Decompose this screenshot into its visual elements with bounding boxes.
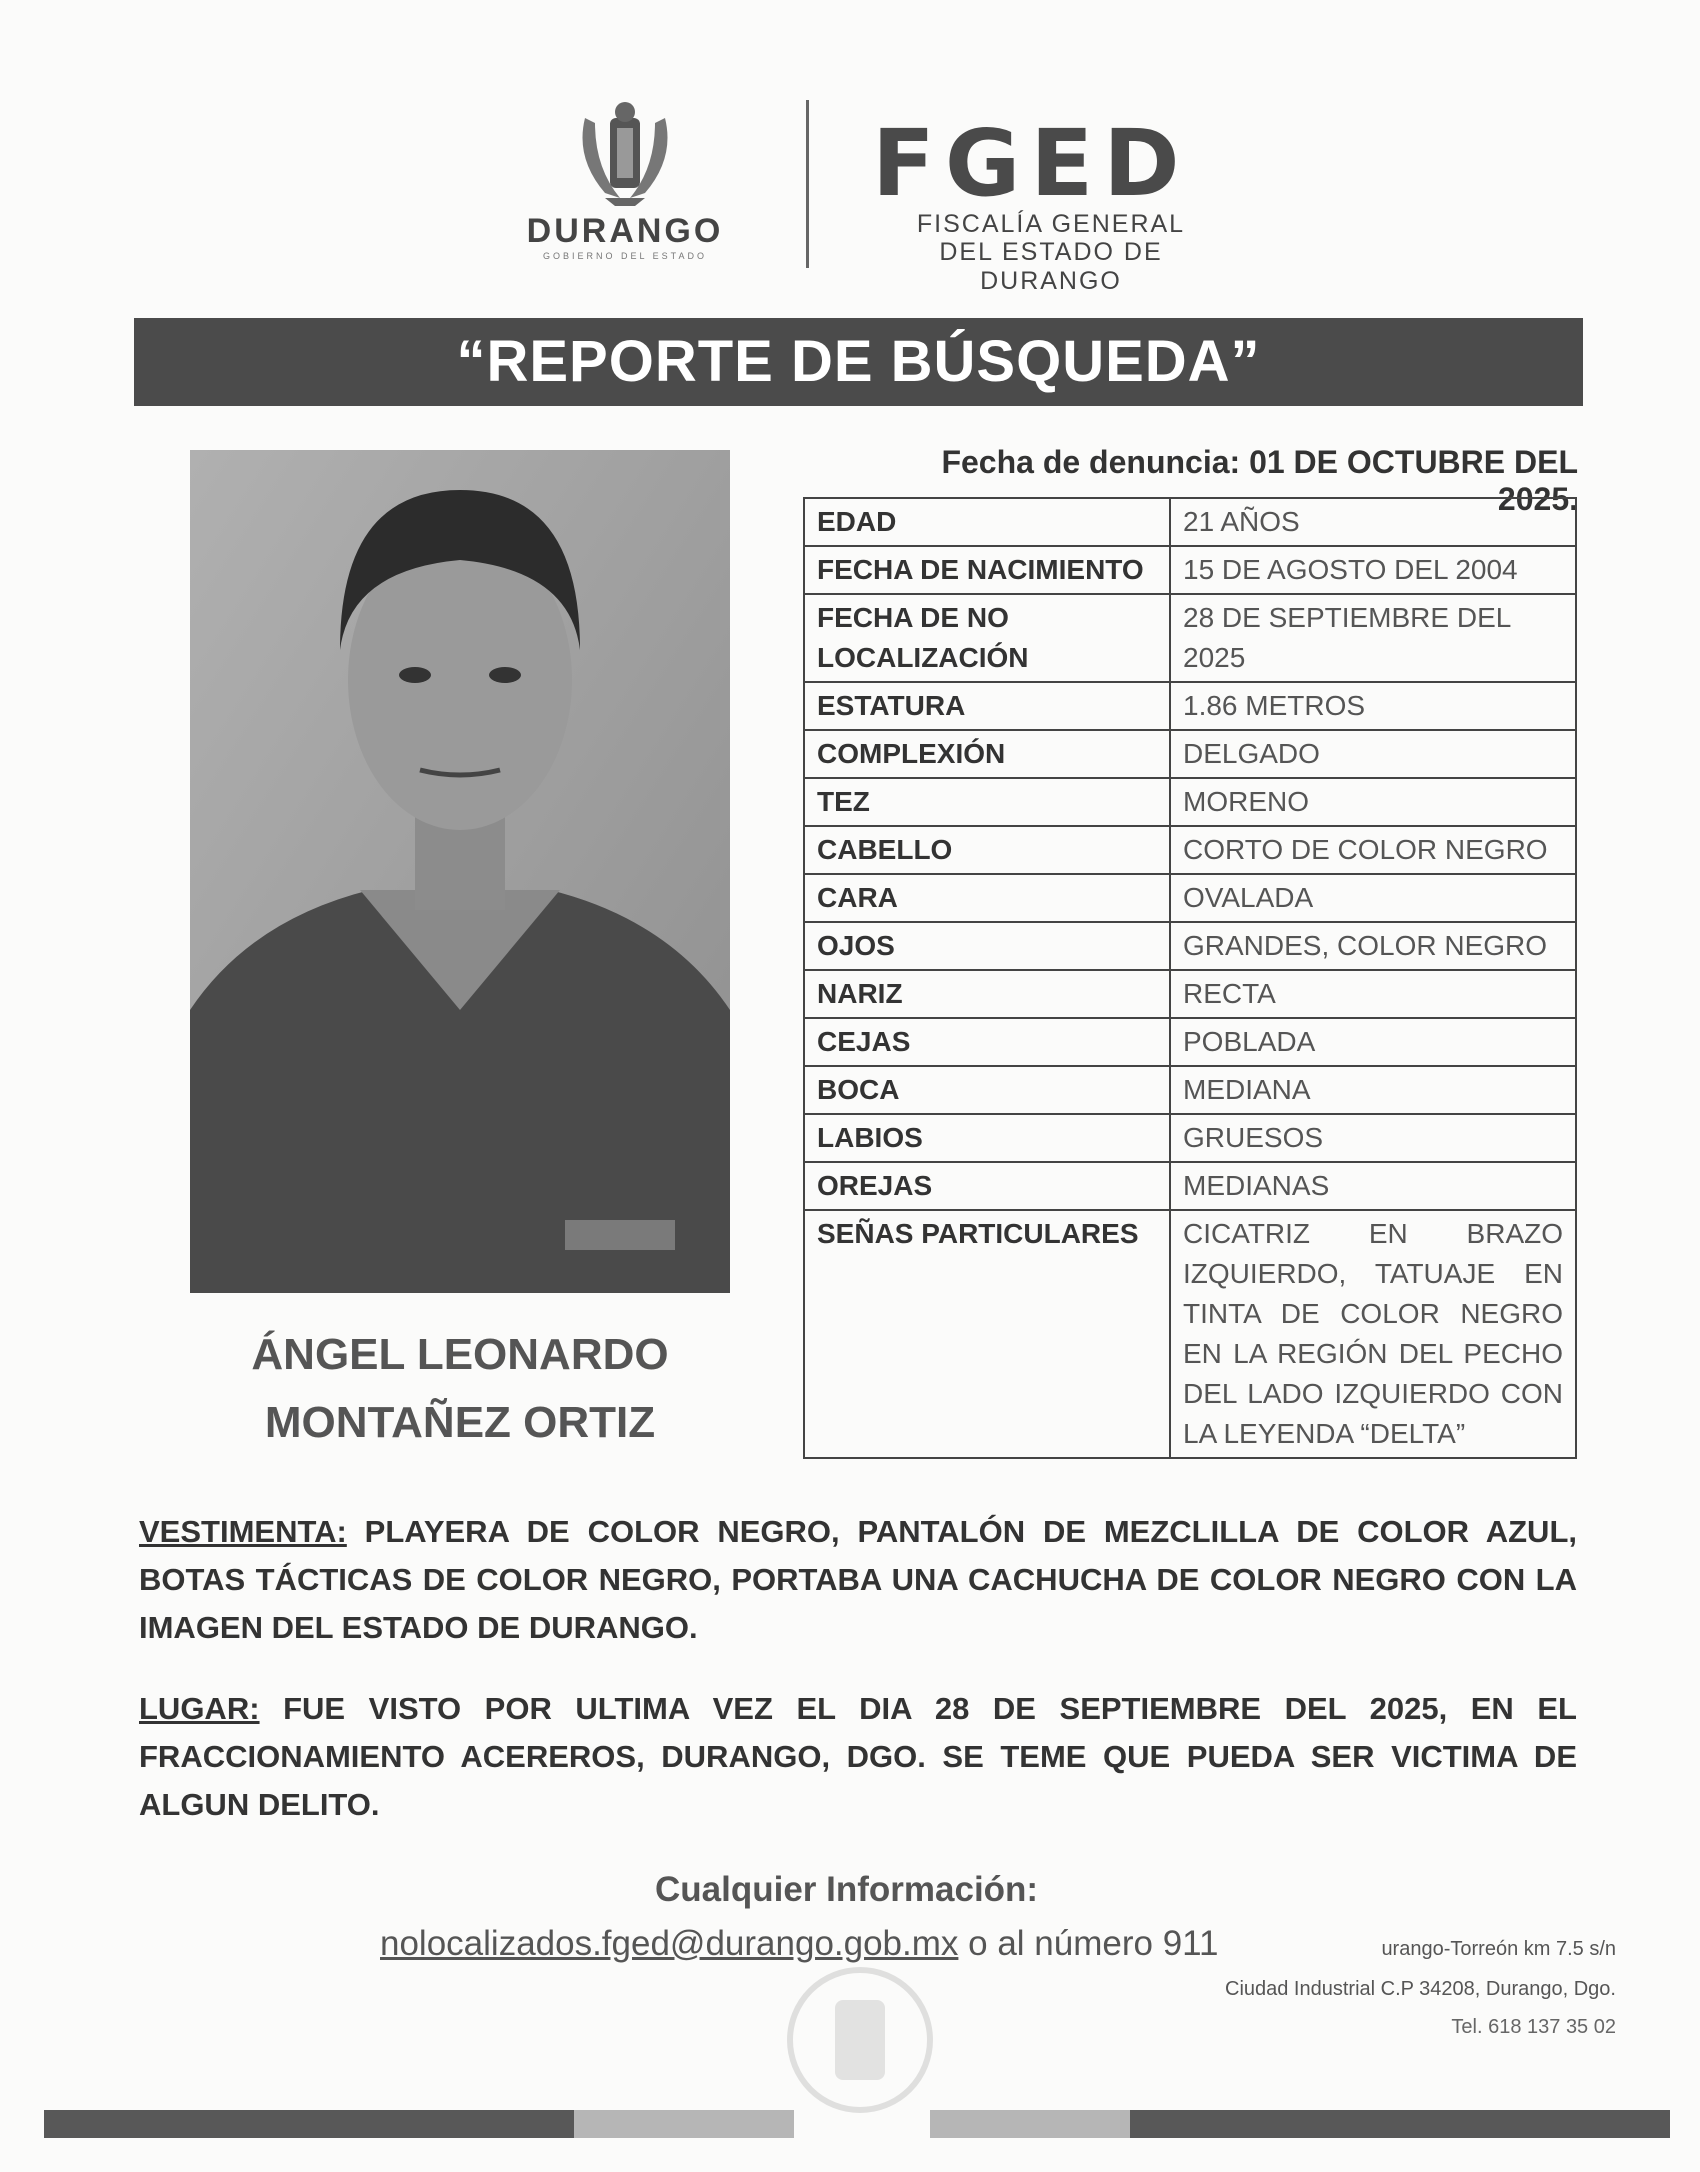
detail-label: BOCA	[804, 1066, 1170, 1114]
table-row	[804, 730, 1576, 778]
table-row	[804, 874, 1576, 922]
detail-label: CABELLO	[804, 826, 1170, 874]
clothing-text: PLAYERA DE COLOR NEGRO, PANTALÓN DE MEZCLILLA DE COLOR AZUL, BOTAS TÁCTICAS DE COLOR NEGRO, PORTABA UNA CACHUCHA DE COLOR NEGRO CON LA IMAGEN DEL ESTADO DE DURANGO.	[139, 1514, 1577, 1645]
detail-value: POBLADA	[1170, 1018, 1576, 1066]
person-photo	[190, 450, 730, 1293]
detail-value: DELGADO	[1170, 730, 1576, 778]
detail-label: FECHA DE NACIMIENTO	[804, 546, 1170, 594]
durango-logo	[480, 98, 770, 268]
detail-value: MEDIANAS	[1170, 1162, 1576, 1210]
detail-label: LABIOS	[804, 1114, 1170, 1162]
table-row	[804, 682, 1576, 730]
fged-subtitle-2: DEL ESTADO DE DURANGO	[939, 238, 1163, 295]
detail-value: CORTO DE COLOR NEGRO	[1170, 826, 1576, 874]
footer-bar	[44, 2110, 574, 2138]
seal-watermark-icon	[780, 1960, 940, 2120]
detail-label: COMPLEXIÓN	[804, 730, 1170, 778]
table-row	[804, 970, 1576, 1018]
detail-value: MORENO	[1170, 778, 1576, 826]
table-row	[804, 1162, 1576, 1210]
detail-value: MEDIANA	[1170, 1066, 1576, 1114]
detail-label: FECHA DE NO LOCALIZACIÓN	[804, 594, 1170, 682]
detail-value: CICATRIZ EN BRAZO IZQUIERDO, TATUAJE EN TINTA DE COLOR NEGRO EN LA REGIÓN DEL PECHO DEL LADO IZQUIERDO CON LA LEYENDA “DELTA”	[1170, 1210, 1576, 1458]
report-banner: “REPORTE DE BÚSQUEDA”	[134, 318, 1583, 406]
fged-title: FGED	[872, 110, 1190, 217]
detail-value: GRANDES, COLOR NEGRO	[1170, 922, 1576, 970]
table-row	[804, 594, 1576, 682]
table-row	[804, 922, 1576, 970]
fged-subtitle-1: FISCALÍA GENERAL	[916, 210, 1186, 238]
detail-value: GRUESOS	[1170, 1114, 1576, 1162]
details-table	[803, 497, 1577, 1459]
table-row	[804, 1210, 1576, 1458]
footer-bar	[574, 2110, 794, 2138]
detail-value: RECTA	[1170, 970, 1576, 1018]
address-phone: Tel. 618 137 35 02	[1451, 2016, 1616, 2038]
detail-value: OVALADA	[1170, 874, 1576, 922]
detail-label: OREJAS	[804, 1162, 1170, 1210]
table-row	[804, 546, 1576, 594]
detail-label: CARA	[804, 874, 1170, 922]
footer-bar	[930, 2110, 1130, 2138]
person-name-line-2: MONTAÑEZ ORTIZ	[264, 1398, 656, 1447]
table-row	[804, 1114, 1576, 1162]
person-name-line-1: ÁNGEL LEONARDO	[251, 1330, 669, 1379]
table-row	[804, 498, 1576, 546]
detail-label: NARIZ	[804, 970, 1170, 1018]
header-divider	[806, 100, 809, 268]
person-photo-illustration	[190, 450, 730, 1293]
place-text: FUE VISTO POR ULTIMA VEZ EL DIA 28 DE SEPTIEMBRE DEL 2025, EN EL FRACCIONAMIENTO ACEREROS, DURANGO, DGO. SE TEME QUE PUEDA SER VICTIMA DE ALGUN DELITO.	[139, 1691, 1577, 1822]
contact-phone-text: o al número 911	[968, 1924, 1219, 1963]
detail-label: SEÑAS PARTICULARES	[804, 1210, 1170, 1458]
contact-email-link[interactable]: nolocalizados.fged@durango.gob.mx	[380, 1924, 959, 1963]
detail-label: CEJAS	[804, 1018, 1170, 1066]
detail-label: EDAD	[804, 498, 1170, 546]
contact-line	[380, 1924, 1219, 1964]
address-line-1: urango-Torreón km 7.5 s/n	[1381, 1938, 1616, 1960]
clothing-paragraph	[139, 1508, 1577, 1652]
place-label: LUGAR:	[139, 1691, 260, 1726]
durango-subtitle: GOBIERNO DEL ESTADO	[542, 251, 708, 261]
detail-label: OJOS	[804, 922, 1170, 970]
detail-value: 1.86 METROS	[1170, 682, 1576, 730]
detail-value: 21 AÑOS	[1170, 498, 1576, 546]
table-row	[804, 778, 1576, 826]
detail-value: 15 DE AGOSTO DEL 2004	[1170, 546, 1576, 594]
report-date: Fecha de denuncia: 01 DE OCTUBRE DEL 2025.	[941, 444, 1578, 517]
table-row	[804, 826, 1576, 874]
table-row	[804, 1018, 1576, 1066]
durango-coat-of-arms-icon	[565, 98, 685, 208]
contact-label: Cualquier Información:	[655, 1870, 1039, 1909]
footer-bar	[1130, 2110, 1670, 2138]
detail-label: ESTATURA	[804, 682, 1170, 730]
durango-name: DURANGO	[526, 212, 724, 250]
clothing-label: VESTIMENTA:	[139, 1514, 347, 1549]
table-row	[804, 1066, 1576, 1114]
address-line-2: Ciudad Industrial C.P 34208, Durango, Dgo.	[1225, 1978, 1616, 2000]
detail-label: TEZ	[804, 778, 1170, 826]
place-paragraph	[139, 1685, 1577, 1829]
detail-value: 28 DE SEPTIEMBRE DEL 2025	[1170, 594, 1576, 682]
